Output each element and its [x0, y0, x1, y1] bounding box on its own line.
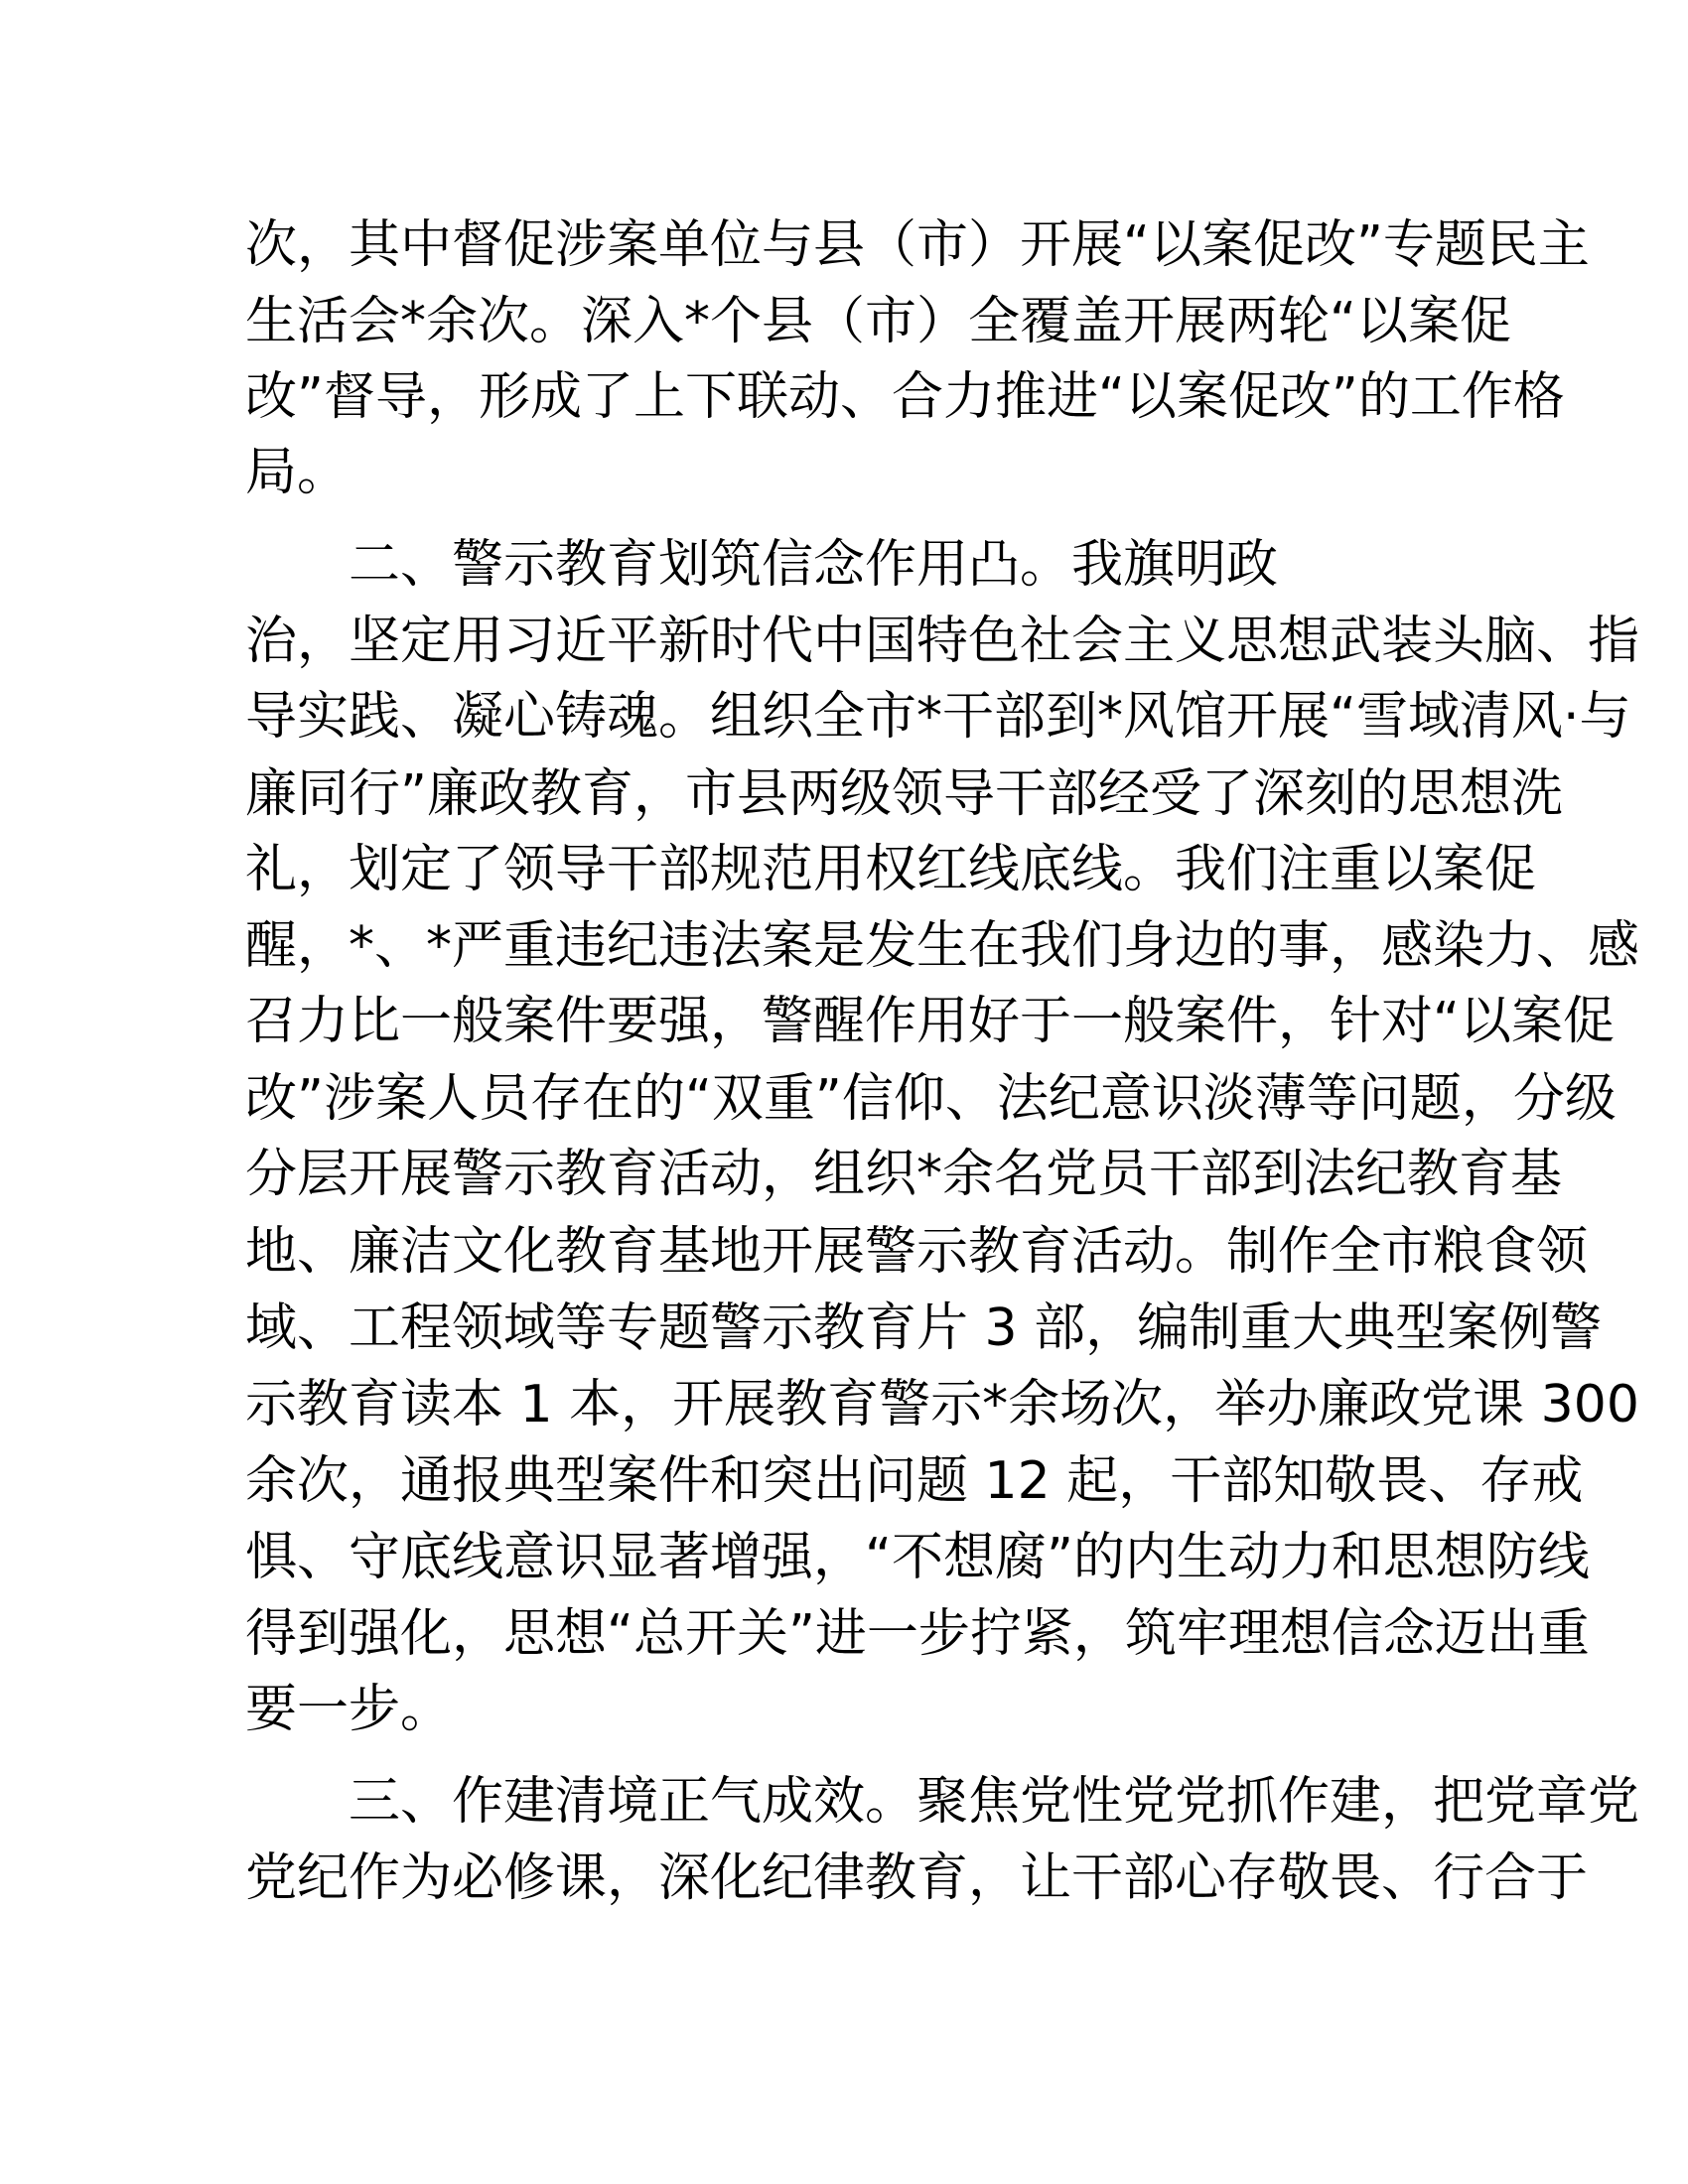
text-line: 醒，*、*严重违纪违法案是发生在我们身边的事，感染力、感	[245, 916, 1640, 976]
text-line: 地、廉洁文化教育基地开展警示教育活动。制作全市粮食领	[245, 1222, 1589, 1282]
text-line: 导实践、凝心铸魂。组织全市*干部到*风馆开展“雪域清风·与	[245, 687, 1631, 747]
text-line: 示教育读本 1 本，开展教育警示*余场次，举办廉政党课 300	[245, 1375, 1639, 1434]
text-line: 生活会*余次。深入*个县（市）全覆盖开展两轮“以案促	[245, 292, 1511, 351]
text-line: 要一步。	[245, 1680, 453, 1739]
text-line: 礼，划定了领导干部规范用权红线底线。我们注重以案促	[245, 840, 1537, 899]
text-line: 局。	[245, 443, 350, 502]
text-line: 次，其中督促涉案单位与县（市）开展“以案促改”专题民主	[245, 215, 1590, 275]
text-line: 改”督导，形成了上下联动、合力推进“以案促改”的工作格	[245, 367, 1565, 427]
text-line: 分层开展警示教育活动，组织*余名党员干部到法纪教育基	[245, 1145, 1563, 1204]
text-line: 治，坚定用习近平新时代中国特色社会主义思想武装头脑、指	[245, 612, 1640, 671]
text-line: 域、工程领域等专题警示教育片 3 部，编制重大典型案例警	[245, 1298, 1603, 1358]
text-line: 余次，通报典型案件和突出问题 12 起，干部知敬畏、存戒	[245, 1451, 1584, 1511]
text-line: 惧、守底线意识显著增强，“不想腐”的内生动力和思想防线	[245, 1528, 1590, 1587]
text-line: 改”涉案人员存在的“双重”信仰、法纪意识淡薄等问题，分级	[245, 1069, 1617, 1129]
text-line: 党纪作为必修课，深化纪律教育，让干部心存敬畏、行合于	[245, 1848, 1589, 1908]
section-heading-2: 二、警示教育划筑信念作用凸。我旗明政	[349, 535, 1279, 595]
text-line: 廉同行”廉政教育，市县两级领导干部经受了深刻的思想洗	[245, 764, 1563, 824]
text-line: 得到强化，思想“总开关”进一步拧紧，筑牢理想信念迈出重	[245, 1604, 1590, 1664]
text-line: 召力比一般案件要强，警醒作用好于一般案件，针对“以案促	[245, 992, 1615, 1051]
section-heading-3: 三、作建清境正气成效。聚焦党性党党抓作建，把党章党	[349, 1772, 1640, 1832]
